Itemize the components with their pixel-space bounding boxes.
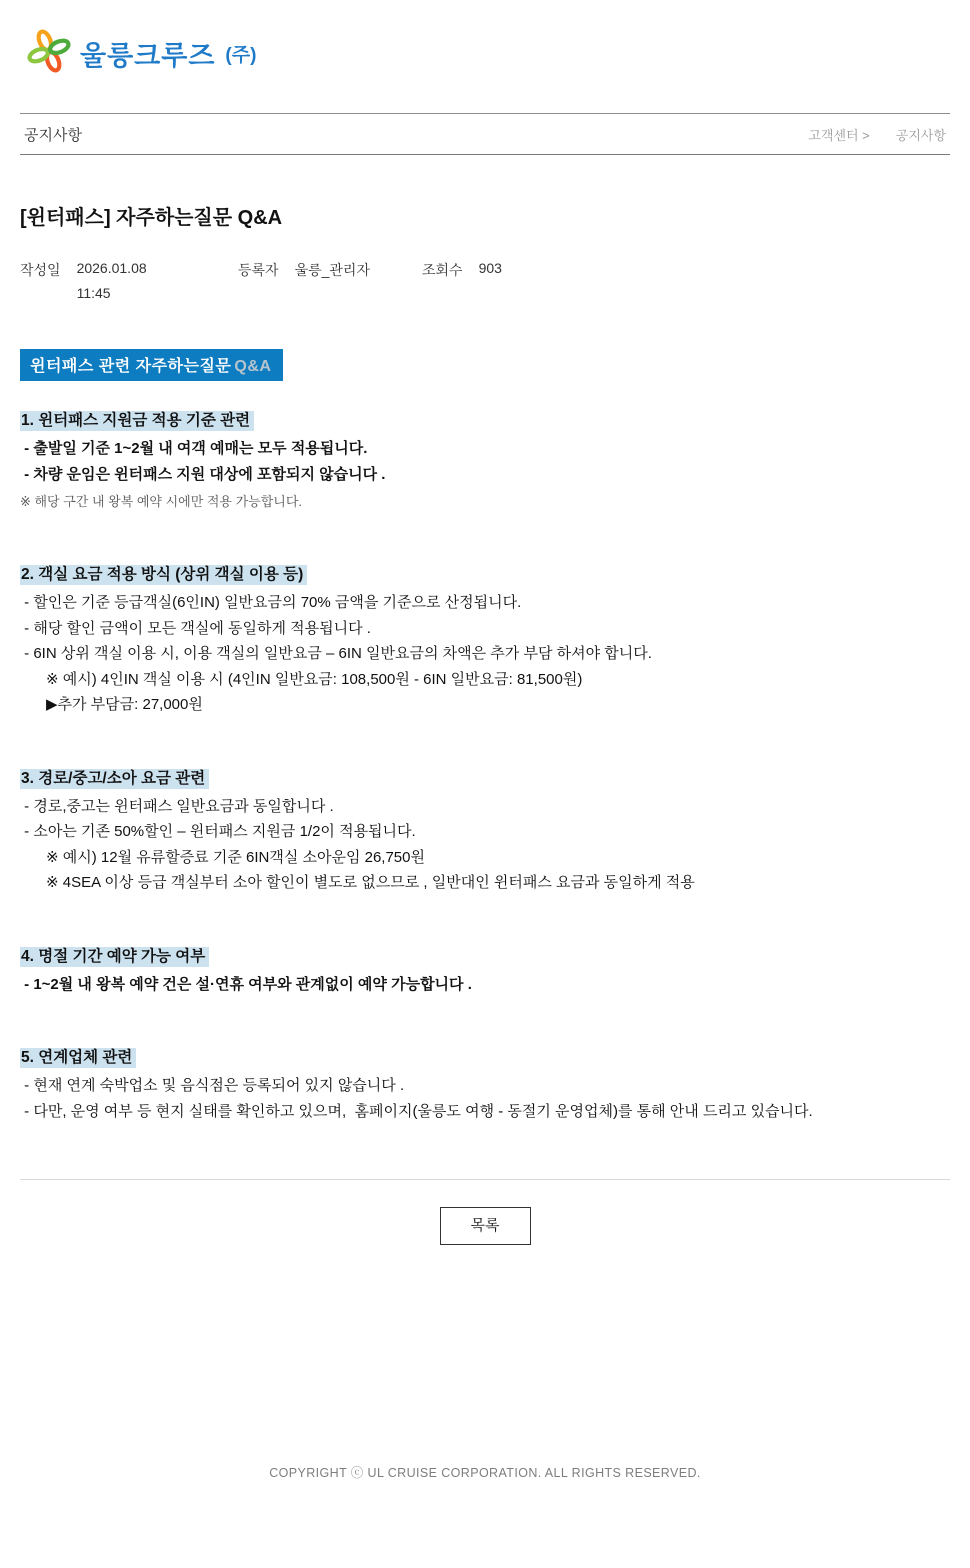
breadcrumb-parent[interactable]: 고객센터 > xyxy=(808,127,870,143)
post-meta xyxy=(20,260,950,301)
section-line: ※ 예시) 12월 유류할증료 기준 6IN객실 소아운임 26,750원 xyxy=(46,848,425,866)
meta-author xyxy=(238,260,422,301)
section-line: - 6IN 상위 객실 이용 시, 이용 객실의 일반요금 – 6IN 일반요금의 차액은 추가 부담 하셔야 합니다. xyxy=(20,645,652,662)
site-header xyxy=(0,0,970,113)
qa-section-2 xyxy=(20,562,950,718)
section-line: - 다만, 운영 여부 등 현지 실태를 확인하고 있으며, 홈페이지(울릉도 여행 - 동절기 운영업체)를 통해 안내 드리고 있습니다. xyxy=(20,1102,813,1120)
breadcrumb-current[interactable]: 공지사항 xyxy=(895,127,946,143)
meta-views-value: 903 xyxy=(478,260,502,276)
qa-section-3 xyxy=(20,766,950,896)
qa-section-5 xyxy=(20,1045,950,1124)
list-button[interactable]: 목록 xyxy=(440,1207,531,1245)
section-line: ※ 해당 구간 내 왕복 예약 시에만 적용 가능합니다. xyxy=(20,494,303,509)
section-line: - 차량 운임은 윈터패스 지원 대상에 포함되지 않습니다 . xyxy=(20,465,386,483)
section-heading: 1. 윈터패스 지원금 적용 기준 관련 xyxy=(20,408,950,433)
faq-banner-text: 윈터패스 관련 자주하는질문 xyxy=(30,358,232,375)
copyright-text: COPYRIGHT ⓒ UL CRUISE CORPORATION. ALL RIGHTS RESERVED. xyxy=(269,1466,701,1480)
meta-author-label: 등록자 xyxy=(238,262,279,278)
post-body xyxy=(20,408,950,1124)
meta-views-label: 조회수 xyxy=(422,262,463,278)
button-row xyxy=(0,1207,970,1245)
notice-post xyxy=(0,201,970,1124)
meta-time-value: 11:45 xyxy=(76,285,111,301)
section-line: - 출발일 기준 1~2월 내 여객 예매는 모두 적용됩니다. xyxy=(20,440,368,457)
meta-date-value: 2026.01.08 11:45 xyxy=(76,260,147,301)
breadcrumb xyxy=(808,125,946,144)
section-line: - 소아는 기존 50%할인 – 윈터패스 지원금 1/2이 적용됩니다. xyxy=(20,823,416,840)
page-bar xyxy=(20,113,950,155)
meta-views xyxy=(422,260,502,301)
brand-logo[interactable] xyxy=(26,28,256,79)
section-line: ※ 예시) 4인IN 객실 이용 시 (4인IN 일반요금: 108,500원 - 6IN 일반요금: 81,500원) xyxy=(46,670,583,688)
section-line: - 현재 연계 숙박업소 및 음식점은 등록되어 있지 않습니다 . xyxy=(20,1077,405,1094)
section-heading: 2. 객실 요금 적용 방식 (상위 객실 이용 등) xyxy=(20,562,950,587)
qa-section-1 xyxy=(20,408,950,514)
section-line: ▶추가 부담금: 27,000원 xyxy=(46,696,203,713)
site-footer xyxy=(0,1463,970,1481)
faq-banner xyxy=(20,349,283,381)
section-heading: 5. 연계업체 관련 xyxy=(20,1045,950,1070)
meta-date xyxy=(20,260,238,301)
page-title: 공지사항 xyxy=(24,126,82,144)
meta-date-label: 작성일 xyxy=(20,262,61,278)
section-line: ※ 4SEA 이상 등급 객실부터 소아 할인이 별도로 없으므로 , 일반대인 윈터패스 요금과 동일하게 적용 xyxy=(46,874,695,891)
section-line: - 할인은 기준 등급객실(6인IN) 일반요금의 70% 금액을 기준으로 산정됩니다. xyxy=(20,594,522,611)
section-line: - 1~2월 내 왕복 예약 건은 설·연휴 여부와 관계없이 예약 가능합니다 . xyxy=(20,975,472,993)
pinwheel-flower-icon xyxy=(26,28,72,79)
meta-author-value: 울릉_관리자 xyxy=(294,262,370,278)
faq-banner-qa: Q&A xyxy=(234,358,272,375)
brand-suffix: (주) xyxy=(225,45,257,66)
section-heading: 4. 명절 기간 예약 가능 여부 xyxy=(20,944,950,969)
post-title: [윈터패스] 자주하는질문 Q&A xyxy=(20,207,283,229)
qa-section-4 xyxy=(20,944,950,998)
section-heading: 3. 경로/중고/소아 요금 관련 xyxy=(20,766,950,791)
brand-name: 울릉크루즈 xyxy=(80,41,216,71)
section-line: - 경로,중고는 윈터패스 일반요금과 동일합니다 . xyxy=(20,797,334,815)
bottom-divider xyxy=(20,1179,950,1180)
section-line: - 해당 할인 금액이 모든 객실에 동일하게 적용됩니다 . xyxy=(20,619,371,637)
